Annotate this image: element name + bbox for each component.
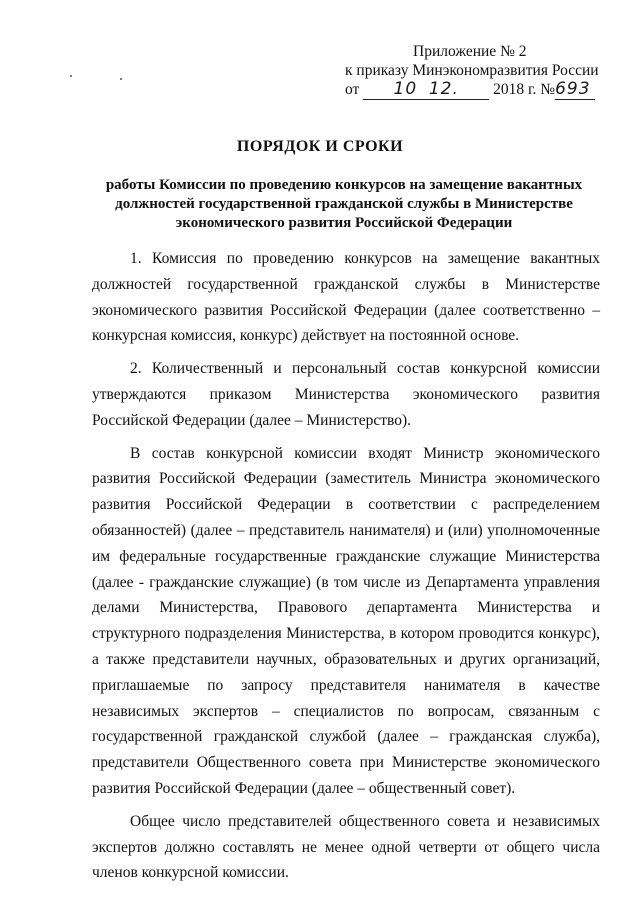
paragraph: 2. Количественный и персональный состав конкурсной комиссии утверждаются приказом Министерства экономического развития Российской Федерации (далее – Министерство). bbox=[92, 360, 600, 429]
paragraph: 1. Комиссия по проведению конкурсов на замещение вакантных должностей государственной гражданской службы в Министерстве экономического развития Российской Федерации (далее соответственно – конкурсная комиссия, конкурс) действует на постоянной основе. bbox=[92, 250, 600, 345]
scan-speck bbox=[120, 78, 122, 80]
date-handwritten bbox=[363, 80, 489, 100]
year-text: 2018 г. № bbox=[493, 81, 556, 98]
order-reference: к приказу Минэкономразвития России bbox=[345, 62, 599, 79]
document-subtitle: работы Комиссии по проведению конкурсов на замещение вакантных должностей государственной гражданской службы в Министерстве экономического развития Российской Федерации bbox=[105, 177, 583, 231]
order-number-handwritten: 693 bbox=[555, 80, 595, 100]
paragraph: Общее число представителей общественного совета и независимых экспертов должно составлять не менее одной четверти от общего числа членов конкурсной комиссии. bbox=[92, 812, 600, 882]
date-month: 12. bbox=[428, 79, 459, 99]
appendix-header bbox=[345, 42, 605, 100]
document-body bbox=[92, 246, 600, 893]
date-prefix: от bbox=[345, 81, 360, 98]
order-date-line bbox=[345, 80, 605, 100]
scan-speck bbox=[70, 75, 72, 77]
document-title: ПОРЯДОК И СРОКИ bbox=[236, 138, 404, 155]
paragraph: В состав конкурсной комиссии входят Министр экономического развития Российской Федерации (заместитель Министра экономического развития Российской Федерации в соответствии с распределением обязанностей) (далее – представитель нанимателя) и (или) уполномоченные им федеральные государственные гражданские служащие Министерства (далее - гражданские служащие) (в том числе из Департамента управления делами Министерства, Правового департамента Министерства и структурного подразделения Министерства, в котором проводится конкурс), а также представители научных, образовательных и других организаций, приглашаемые по запросу представителя нанимателя в качестве независимых экспертов – специалистов по вопросам, связанным с государственной гражданской службой (далее – гражданская служба), представители Общественного совета при Министерстве экономического развития Российской Федерации (далее – общественный совет). bbox=[92, 444, 600, 797]
appendix-label: Приложение № 2 bbox=[413, 43, 527, 60]
date-day: 10 bbox=[393, 79, 418, 99]
